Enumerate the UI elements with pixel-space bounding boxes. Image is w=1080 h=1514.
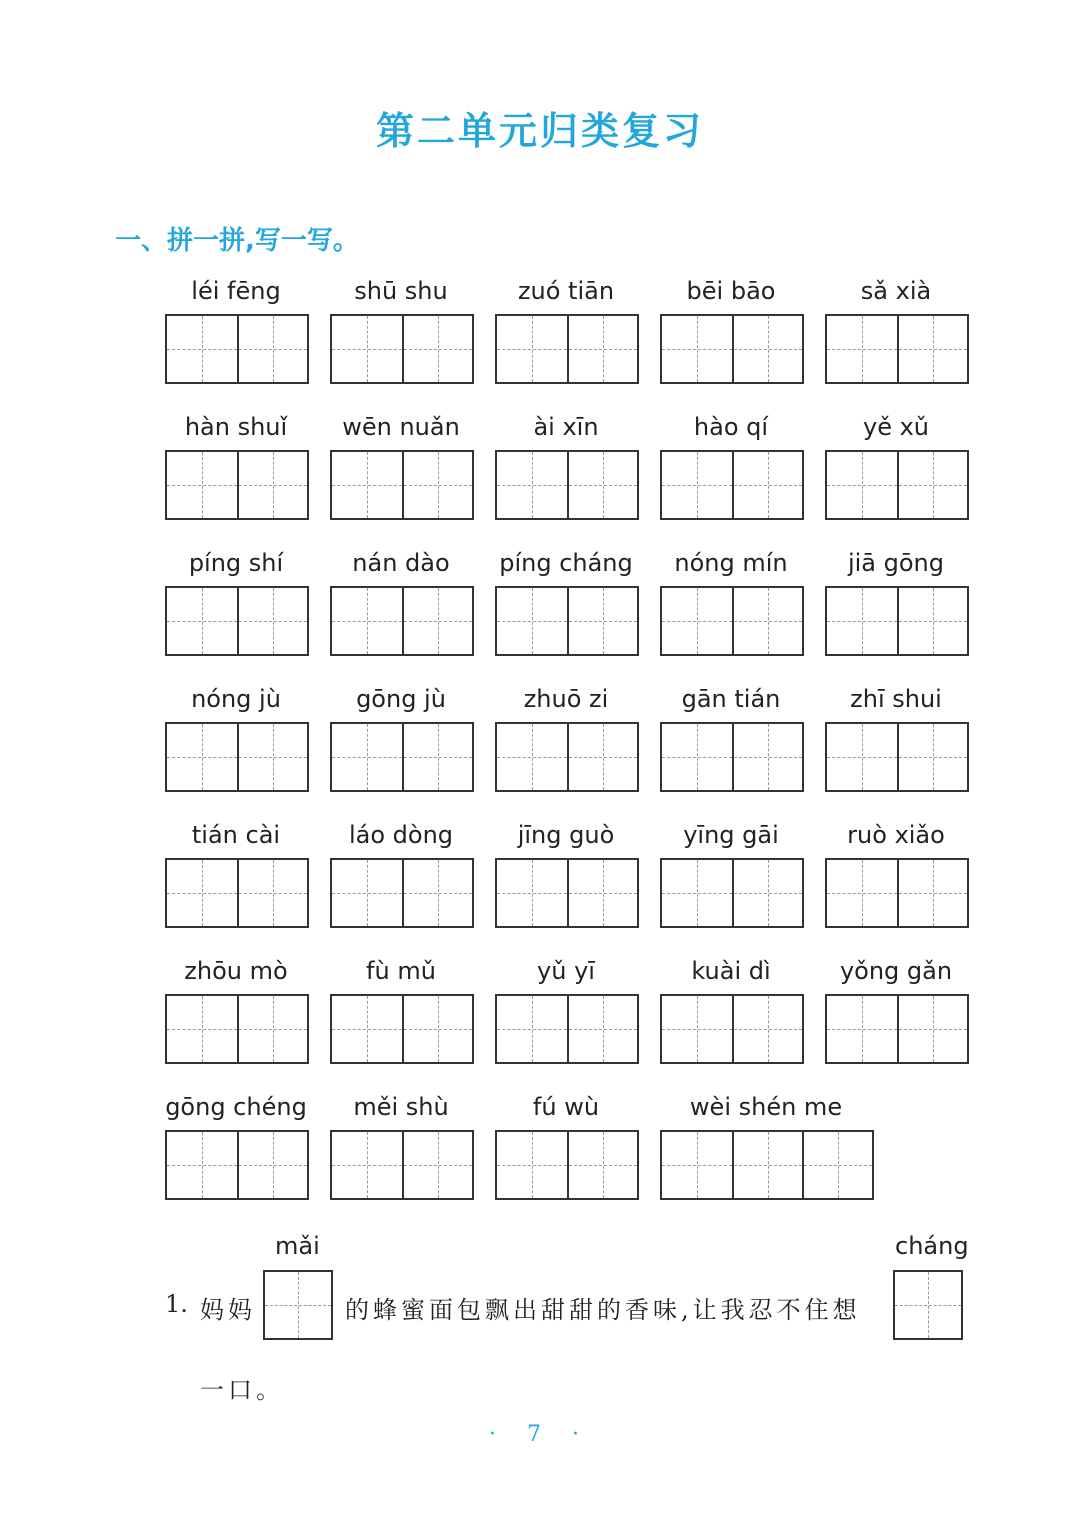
word-pinyin: shū shu: [354, 277, 448, 305]
writing-cell[interactable]: [897, 724, 967, 790]
word-item: [495, 956, 637, 1064]
word-pinyin: kuài dì: [691, 957, 771, 985]
writing-cell[interactable]: [897, 588, 967, 654]
writing-cell[interactable]: [237, 452, 307, 518]
word-pinyin: tián cài: [191, 821, 281, 849]
writing-boxes: [495, 722, 639, 792]
word-item: [495, 276, 637, 384]
writing-cell[interactable]: [567, 588, 637, 654]
word-item: [495, 1092, 637, 1200]
word-item: [330, 684, 472, 792]
writing-boxes: [495, 1130, 639, 1200]
word-item: [330, 548, 472, 656]
writing-boxes: [660, 1130, 874, 1200]
word-pinyin: zhōu mò: [184, 957, 288, 985]
writing-cell[interactable]: [332, 588, 402, 654]
word-pinyin: zhuō zi: [523, 685, 609, 713]
writing-cell[interactable]: [237, 588, 307, 654]
writing-boxes: [660, 450, 804, 520]
word-pinyin: yǒng gǎn: [839, 957, 953, 985]
word-pinyin: gōng jù: [356, 685, 446, 713]
writing-cell[interactable]: [567, 1132, 637, 1198]
word-item: [660, 1092, 872, 1200]
writing-cell[interactable]: [897, 860, 967, 926]
sentence-part-2: 的蜂蜜面包飘出甜甜的香味,让我忍不住想: [345, 1296, 861, 1324]
word-item: [660, 684, 802, 792]
writing-cell[interactable]: [732, 1132, 802, 1198]
writing-cell[interactable]: [497, 1132, 567, 1198]
blank-1-writing-box[interactable]: [263, 1270, 333, 1340]
writing-cell[interactable]: [732, 860, 802, 926]
writing-cell[interactable]: [167, 588, 237, 654]
word-item: [660, 276, 802, 384]
word-pinyin: wēn nuǎn: [342, 413, 460, 441]
word-item: [660, 548, 802, 656]
writing-boxes: [660, 722, 804, 792]
writing-cell[interactable]: [167, 316, 237, 382]
writing-cell[interactable]: [732, 724, 802, 790]
blank-2-pinyin: cháng: [895, 1232, 969, 1260]
writing-cell[interactable]: [897, 996, 967, 1062]
word-pinyin: píng shí: [188, 549, 284, 577]
writing-boxes: [825, 586, 969, 656]
writing-cell[interactable]: [402, 724, 472, 790]
writing-boxes: [495, 994, 639, 1064]
writing-cell[interactable]: [402, 588, 472, 654]
writing-boxes: [495, 858, 639, 928]
word-pinyin: nóng mín: [674, 549, 788, 577]
writing-cell[interactable]: [827, 860, 897, 926]
word-pinyin: gōng chéng: [165, 1093, 307, 1121]
word-pinyin: fù mǔ: [366, 957, 436, 985]
section-heading: 一、拼一拼,写一写。: [115, 226, 359, 256]
word-item: [825, 548, 967, 656]
word-item: [330, 1092, 472, 1200]
writing-boxes: [495, 314, 639, 384]
writing-cell[interactable]: [567, 860, 637, 926]
writing-cell[interactable]: [662, 860, 732, 926]
word-pinyin: nán dào: [352, 549, 450, 577]
writing-cell[interactable]: [402, 316, 472, 382]
writing-cell[interactable]: [897, 452, 967, 518]
writing-boxes: [495, 586, 639, 656]
word-pinyin: yīng gāi: [683, 821, 779, 849]
writing-boxes: [165, 722, 309, 792]
word-pinyin: yǔ yī: [537, 957, 595, 985]
word-item: [165, 956, 307, 1064]
word-item: [825, 412, 967, 520]
writing-boxes: [660, 586, 804, 656]
writing-cell[interactable]: [497, 316, 567, 382]
writing-cell[interactable]: [497, 860, 567, 926]
writing-cell[interactable]: [402, 996, 472, 1062]
word-pinyin: wèi shén me: [689, 1093, 843, 1121]
writing-cell[interactable]: [497, 588, 567, 654]
word-pinyin: láo dòng: [348, 821, 454, 849]
word-pinyin: jīng guò: [517, 821, 615, 849]
word-item: [330, 276, 472, 384]
writing-cell[interactable]: [662, 452, 732, 518]
writing-boxes: [660, 858, 804, 928]
writing-cell[interactable]: [732, 316, 802, 382]
word-item: [165, 412, 307, 520]
writing-cell[interactable]: [827, 316, 897, 382]
writing-boxes: [330, 994, 474, 1064]
writing-cell[interactable]: [332, 452, 402, 518]
writing-cell[interactable]: [167, 1132, 237, 1198]
writing-cell[interactable]: [732, 588, 802, 654]
word-item: [825, 820, 967, 928]
word-pinyin: jiā gōng: [847, 549, 945, 577]
writing-boxes: [660, 994, 804, 1064]
word-pinyin: nóng jù: [191, 685, 281, 713]
writing-boxes: [165, 450, 309, 520]
word-item: [330, 956, 472, 1064]
word-item: [495, 820, 637, 928]
writing-cell[interactable]: [237, 860, 307, 926]
writing-cell[interactable]: [237, 1132, 307, 1198]
writing-boxes: [825, 450, 969, 520]
writing-cell[interactable]: [662, 1132, 732, 1198]
writing-cell[interactable]: [167, 860, 237, 926]
writing-boxes: [330, 1130, 474, 1200]
writing-boxes: [330, 858, 474, 928]
sentence-part-1: 妈妈: [200, 1296, 256, 1324]
writing-cell[interactable]: [237, 724, 307, 790]
word-pinyin: zhī shui: [850, 685, 942, 713]
page-number: · 7 ·: [489, 1422, 591, 1447]
word-item: [165, 276, 307, 384]
word-pinyin: měi shù: [353, 1093, 449, 1121]
writing-cell[interactable]: [237, 316, 307, 382]
writing-boxes: [330, 722, 474, 792]
writing-cell[interactable]: [732, 452, 802, 518]
writing-cell[interactable]: [402, 860, 472, 926]
writing-cell[interactable]: [897, 316, 967, 382]
word-pinyin: sǎ xià: [860, 277, 932, 305]
writing-cell[interactable]: [827, 452, 897, 518]
writing-boxes: [165, 858, 309, 928]
writing-cell[interactable]: [497, 724, 567, 790]
word-pinyin: bēi bāo: [686, 277, 776, 305]
writing-cell[interactable]: [827, 588, 897, 654]
writing-cell[interactable]: [167, 452, 237, 518]
word-pinyin: gān tián: [681, 685, 781, 713]
writing-boxes: [825, 314, 969, 384]
word-pinyin: hàn shuǐ: [184, 413, 288, 441]
writing-cell[interactable]: [802, 1132, 872, 1198]
word-item: [660, 412, 802, 520]
word-item: [330, 820, 472, 928]
writing-cell[interactable]: [497, 996, 567, 1062]
word-item: [165, 684, 307, 792]
writing-cell[interactable]: [662, 588, 732, 654]
word-item: [495, 684, 637, 792]
writing-boxes: [825, 994, 969, 1064]
word-item: [660, 956, 802, 1064]
writing-cell[interactable]: [332, 996, 402, 1062]
fill-in-sentence: [165, 1232, 975, 1412]
writing-boxes: [825, 722, 969, 792]
writing-boxes: [330, 450, 474, 520]
writing-cell[interactable]: [567, 452, 637, 518]
word-item: [660, 820, 802, 928]
writing-boxes: [165, 314, 309, 384]
writing-cell[interactable]: [402, 1132, 472, 1198]
writing-cell[interactable]: [567, 996, 637, 1062]
word-item: [495, 412, 637, 520]
writing-cell[interactable]: [167, 996, 237, 1062]
word-pinyin: fú wù: [532, 1093, 600, 1121]
word-item: [165, 820, 307, 928]
writing-cell[interactable]: [497, 452, 567, 518]
writing-cell[interactable]: [332, 860, 402, 926]
blank-2-writing-box[interactable]: [893, 1270, 963, 1340]
sentence-part-3: 一口。: [200, 1376, 284, 1404]
writing-cell[interactable]: [662, 316, 732, 382]
blank-1-pinyin: mǎi: [275, 1232, 320, 1260]
writing-cell[interactable]: [332, 1132, 402, 1198]
writing-boxes: [495, 450, 639, 520]
writing-cell[interactable]: [332, 316, 402, 382]
writing-boxes: [165, 586, 309, 656]
writing-cell[interactable]: [237, 996, 307, 1062]
word-item: [825, 276, 967, 384]
word-item: [825, 956, 967, 1064]
word-pinyin: ài xīn: [533, 413, 599, 441]
page-title: 第二单元归类复习: [375, 109, 704, 153]
word-pinyin: léi fēng: [191, 277, 281, 305]
writing-cell[interactable]: [567, 724, 637, 790]
writing-boxes: [330, 586, 474, 656]
writing-boxes: [825, 858, 969, 928]
word-item: [165, 1092, 307, 1200]
writing-boxes: [330, 314, 474, 384]
writing-cell[interactable]: [827, 996, 897, 1062]
word-item: [165, 548, 307, 656]
word-pinyin: ruò xiǎo: [847, 821, 945, 849]
sentence-number: 1.: [165, 1290, 188, 1318]
writing-cell[interactable]: [167, 724, 237, 790]
writing-cell[interactable]: [662, 724, 732, 790]
word-pinyin: yě xǔ: [862, 413, 929, 441]
writing-cell[interactable]: [732, 996, 802, 1062]
writing-cell[interactable]: [402, 452, 472, 518]
writing-cell[interactable]: [567, 316, 637, 382]
writing-cell[interactable]: [332, 724, 402, 790]
writing-boxes: [165, 1130, 309, 1200]
writing-cell[interactable]: [827, 724, 897, 790]
writing-boxes: [165, 994, 309, 1064]
word-pinyin: zuó tiān: [517, 277, 615, 305]
writing-cell[interactable]: [662, 996, 732, 1062]
word-pinyin: píng cháng: [499, 549, 633, 577]
word-item: [330, 412, 472, 520]
writing-boxes: [660, 314, 804, 384]
word-pinyin: hào qí: [693, 413, 769, 441]
word-item: [825, 684, 967, 792]
word-item: [495, 548, 637, 656]
